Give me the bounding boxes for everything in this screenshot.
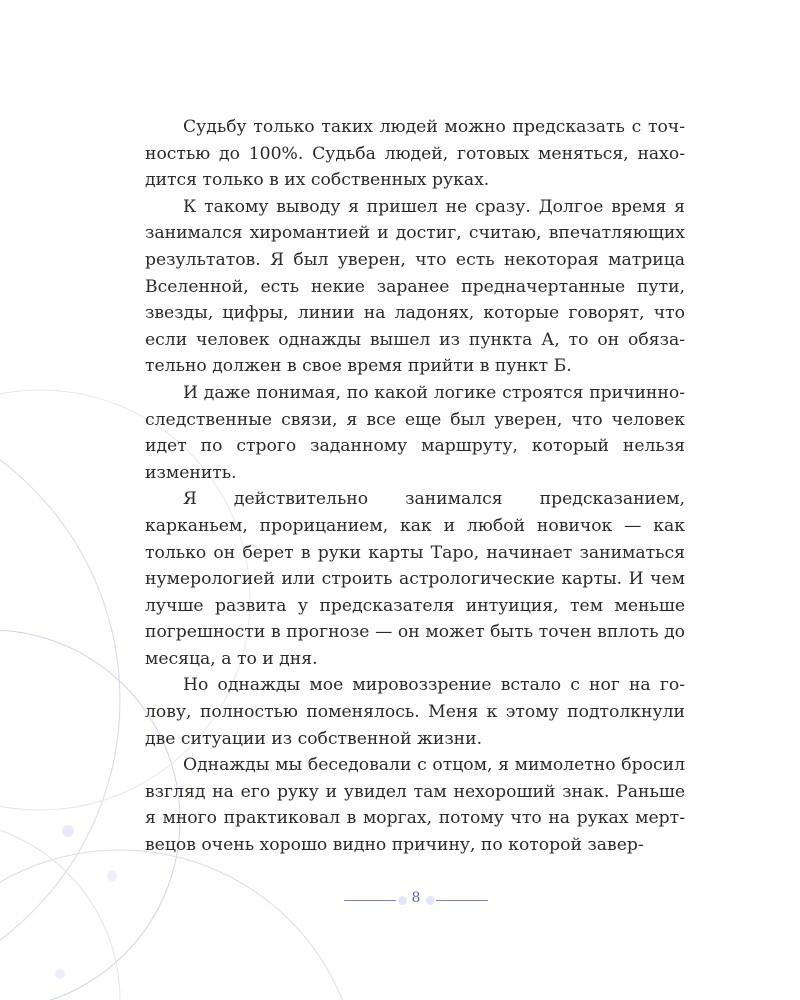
footer-line-right: [436, 900, 488, 901]
paragraph-4: Я действительно занимался предсказанием, карканьем, прорицанием, как и любой новичок — как только он берет в руки карты Таро, начинает заниматься нумерологией или строить астрологические карты. И чем лучше развита у предсказателя интуиция, тем меньше погрешности в прогнозе — он может быть точен вплоть до месяца, а то и дня.: [145, 489, 685, 669]
paragraph-6: Однажды мы беседовали с отцом, я мимолетно бросил взгляд на его руку и увидел там нехороший знак. Раньше я много практиковал в моргах, потому что на руках мертвецов очень хорошо видно причину, по которой завер-: [145, 755, 685, 856]
body-text: [145, 114, 685, 859]
paragraph-3: И даже понимая, по какой логике строятся причинно-следственные связи, я все еще был уверен, что человек идет по строго заданному маршруту, который нельзя изменить.: [145, 382, 685, 483]
paragraph-2: К такому выводу я пришел не сразу. Долгое время я занимался хиромантией и достиг, считаю, впечатляющих результатов. Я был уверен, что есть некоторая матрица Вселенной, есть некие заранее предначертанные пути, звезды, цифры, линии на ладонях, которые говорят, что если человек однажды вышел из пункта А, то он обязательно должен в свое время прийти в пункт Б.: [145, 196, 685, 377]
paragraph-5: Но однажды мое мировоззрение встало с ног на голову, полностью поменялось. Меня к этому подтолкнули две ситуации из собственной жизни.: [145, 675, 685, 749]
decor-dot-2: [107, 871, 117, 881]
page-footer: [340, 888, 492, 912]
footer-dot-right: [426, 896, 435, 905]
footer-line-left: [344, 900, 396, 901]
decor-dot-3: [55, 969, 65, 979]
decor-dot-1: [62, 825, 74, 837]
decor-arc-2: [0, 400, 120, 1000]
paragraph-1: Судьбу только таких людей можно предсказать с точностью до 100%. Судьба людей, готовых меняться, находится только в их собственных руках.: [145, 117, 685, 191]
page-number: 8: [411, 890, 421, 906]
decor-arc-3: [0, 850, 360, 1000]
